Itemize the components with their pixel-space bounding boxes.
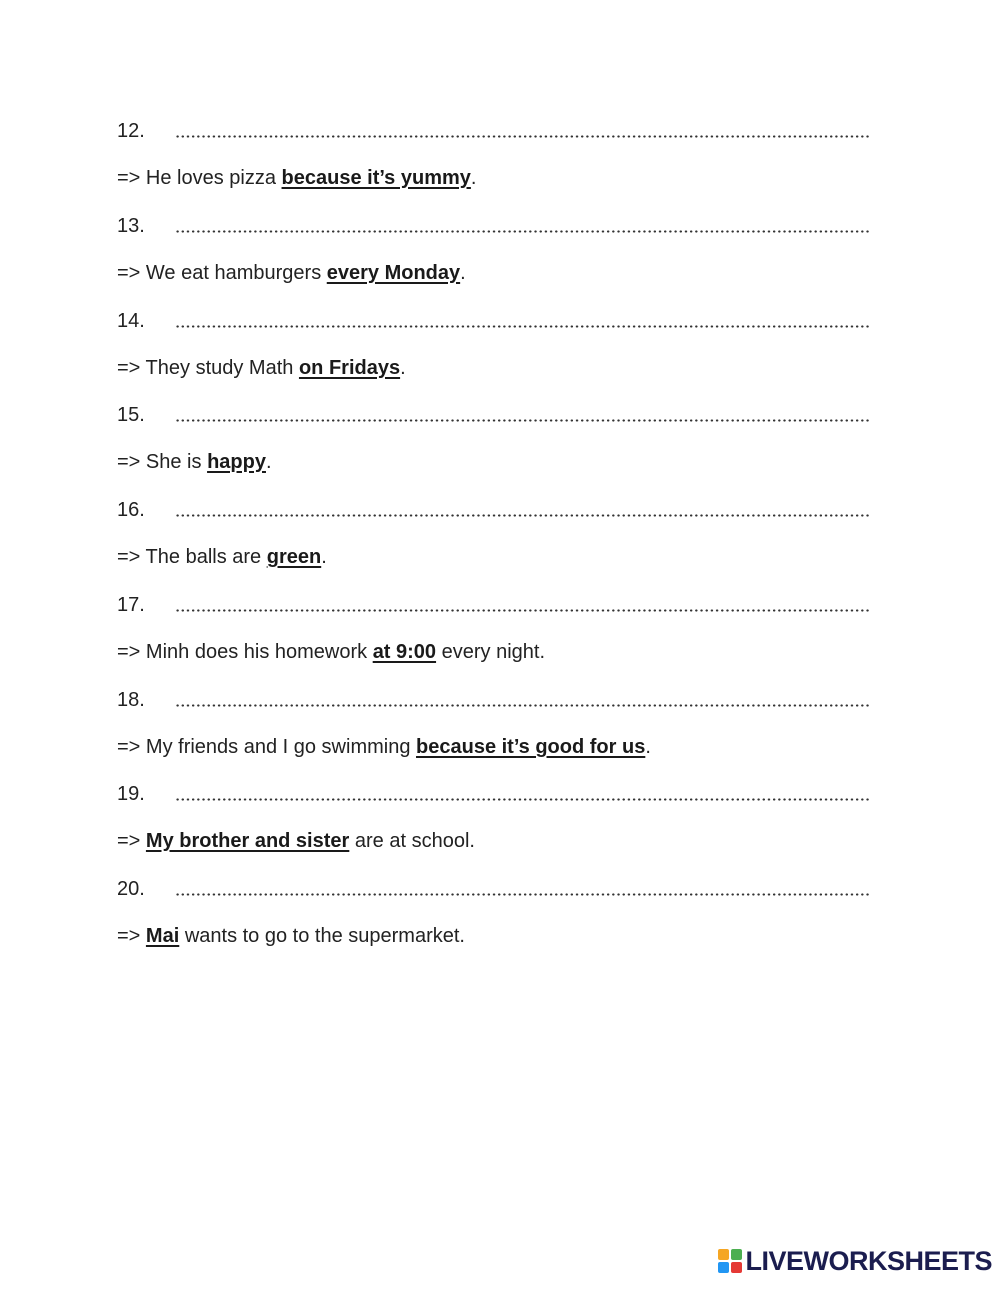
question-line (117, 400, 869, 430)
question-16 (117, 495, 869, 568)
question-line (117, 874, 869, 904)
answer-prefix: => (117, 925, 146, 947)
answer-blank[interactable] (175, 609, 869, 612)
question-line (117, 495, 869, 525)
question-number: 20. (117, 878, 145, 900)
answer-highlight: green (266, 546, 322, 568)
question-line (117, 779, 869, 809)
logo-block (718, 1249, 729, 1260)
answer-highlight: because it’s yummy (281, 167, 471, 189)
logo-block (718, 1262, 729, 1273)
question-number: 12. (117, 120, 145, 142)
question-number: 18. (117, 689, 145, 711)
question-19 (117, 779, 869, 852)
question-line (117, 116, 869, 146)
answer-prefix: => He loves pizza (117, 167, 282, 189)
answer-highlight: at 9:00 (372, 641, 437, 663)
answer-highlight: because it’s good for us (416, 736, 646, 758)
logo-block (731, 1249, 742, 1260)
answer-prefix: => They study Math (117, 357, 299, 379)
logo-text: LIVEWORKSHEETS (745, 1245, 992, 1276)
answer-sentence (117, 163, 476, 193)
answer-blank[interactable] (175, 893, 869, 896)
answer-highlight: happy (207, 451, 266, 473)
answer-prefix: => (117, 830, 146, 852)
question-14 (117, 306, 869, 379)
answer-highlight: on Fridays (298, 357, 401, 379)
answer-sentence (117, 447, 272, 477)
logo-blocks-icon (718, 1249, 742, 1273)
answer-highlight: every Monday (326, 262, 461, 284)
answer-blank[interactable] (175, 419, 869, 422)
question-number: 19. (117, 783, 145, 805)
worksheet (117, 0, 869, 1000)
question-line (117, 211, 869, 241)
question-line (117, 306, 869, 336)
answer-blank[interactable] (175, 230, 869, 233)
answer-prefix: => She is (117, 451, 208, 473)
liveworksheets-logo (718, 1245, 992, 1277)
answer-suffix: . (265, 451, 272, 473)
answer-suffix: . (470, 167, 477, 189)
answer-blank[interactable] (175, 135, 869, 138)
answer-suffix: every night. (436, 641, 546, 663)
question-number: 14. (117, 310, 145, 332)
answer-suffix: . (400, 357, 406, 379)
answer-sentence (117, 258, 466, 288)
logo-block (731, 1262, 742, 1273)
answer-blank[interactable] (175, 704, 869, 707)
answer-suffix: are at school. (349, 830, 475, 852)
question-line (117, 685, 869, 715)
answer-highlight: My brother and sister (145, 830, 350, 852)
answer-sentence (117, 542, 327, 572)
question-number: 13. (117, 215, 145, 237)
question-13 (117, 211, 869, 284)
answer-sentence (117, 732, 651, 762)
question-number: 16. (117, 499, 145, 521)
answer-prefix: => The balls are (117, 546, 267, 568)
question-17 (117, 590, 869, 663)
answer-suffix: . (460, 262, 466, 284)
answer-sentence (117, 637, 545, 667)
answer-sentence (117, 353, 406, 383)
question-line (117, 590, 869, 620)
question-number: 17. (117, 594, 145, 616)
answer-prefix: => Minh does his homework (117, 641, 373, 663)
answer-highlight: Mai (145, 925, 180, 947)
answer-sentence (117, 921, 465, 951)
question-number: 15. (117, 404, 145, 426)
answer-prefix: => We eat hamburgers (117, 262, 327, 284)
question-15 (117, 400, 869, 473)
answer-blank[interactable] (175, 798, 869, 801)
answer-blank[interactable] (175, 325, 869, 328)
question-12 (117, 116, 869, 189)
question-20 (117, 874, 869, 947)
answer-suffix: . (321, 546, 327, 568)
answer-suffix: . (645, 736, 651, 758)
answer-blank[interactable] (175, 514, 869, 517)
question-18 (117, 685, 869, 758)
answer-sentence (117, 826, 475, 856)
answer-suffix: wants to go to the supermarket. (179, 925, 465, 947)
answer-prefix: => My friends and I go swimming (117, 736, 417, 758)
